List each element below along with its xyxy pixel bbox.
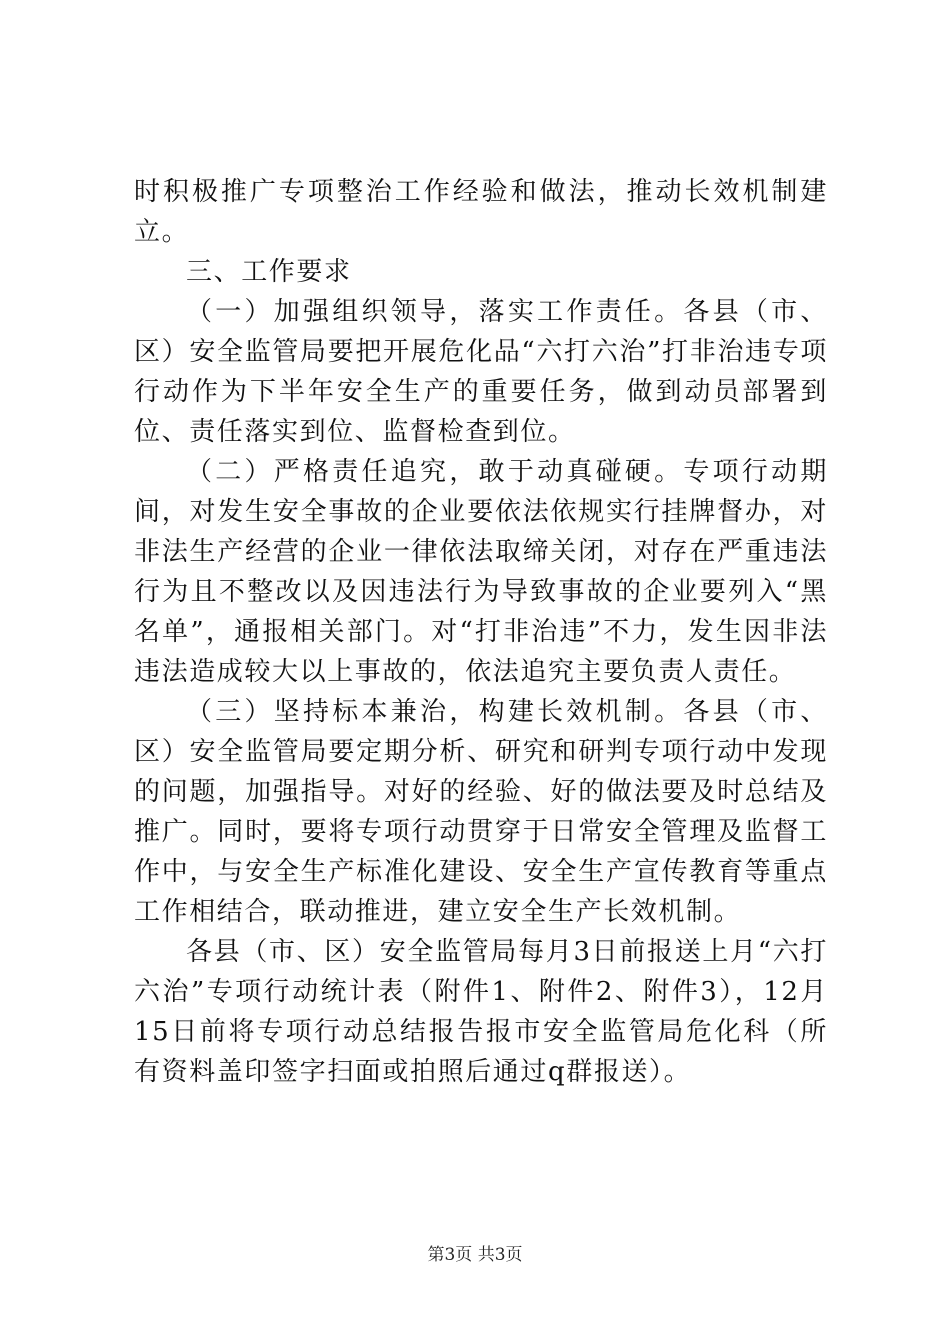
paragraph-requirement-3: （三）坚持标本兼治，构建长效机制。各县（市、区）安全监管局要定期分析、研究和研判专项行动中发现的问题，加强指导。对好的经验、好的做法要及时总结及推广。同时，要将专项行动贯穿于日常安全管理及监督工作中，与安全生产标准化建设、安全生产宣传教育等重点工作相结合，联动推进，建立安全生产长效机制。 <box>134 697 828 927</box>
page-footer: 第3页 共3页 <box>427 1245 523 1265</box>
section-heading: 三、工作要求 <box>186 257 352 287</box>
paragraph-reporting: 各县（市、区）安全监管局每月3日前报送上月“六打六治”专项行动统计表（附件1、附件2、附件3），12月15日前将专项行动总结报告报市安全监管局危化科（所有资料盖印签字扫面或拍照后通过q群报送）。 <box>134 937 828 1087</box>
paragraph-continuation: 时积极推广专项整治工作经验和做法，推动长效机制建立。 <box>134 177 828 247</box>
paragraph-requirement-2: （二）严格责任追究，敢于动真碰硬。专项行动期间，对发生安全事故的企业要依法依规实行挂牌督办，对非法生产经营的企业一律依法取缔关闭，对存在严重违法行为且不整改以及因违法行为导致事故的企业要列入“黑名单”，通报相关部门。对“打非治违”不力，发生因非法违法造成较大以上事故的，依法追究主要负责人责任。 <box>134 457 828 687</box>
document-body <box>134 172 828 1092</box>
paragraph-requirement-1: （一）加强组织领导，落实工作责任。各县（市、区）安全监管局要把开展危化品“六打六治”打非治违专项行动作为下半年安全生产的重要任务，做到动员部署到位、责任落实到位、监督检查到位。 <box>134 297 828 447</box>
